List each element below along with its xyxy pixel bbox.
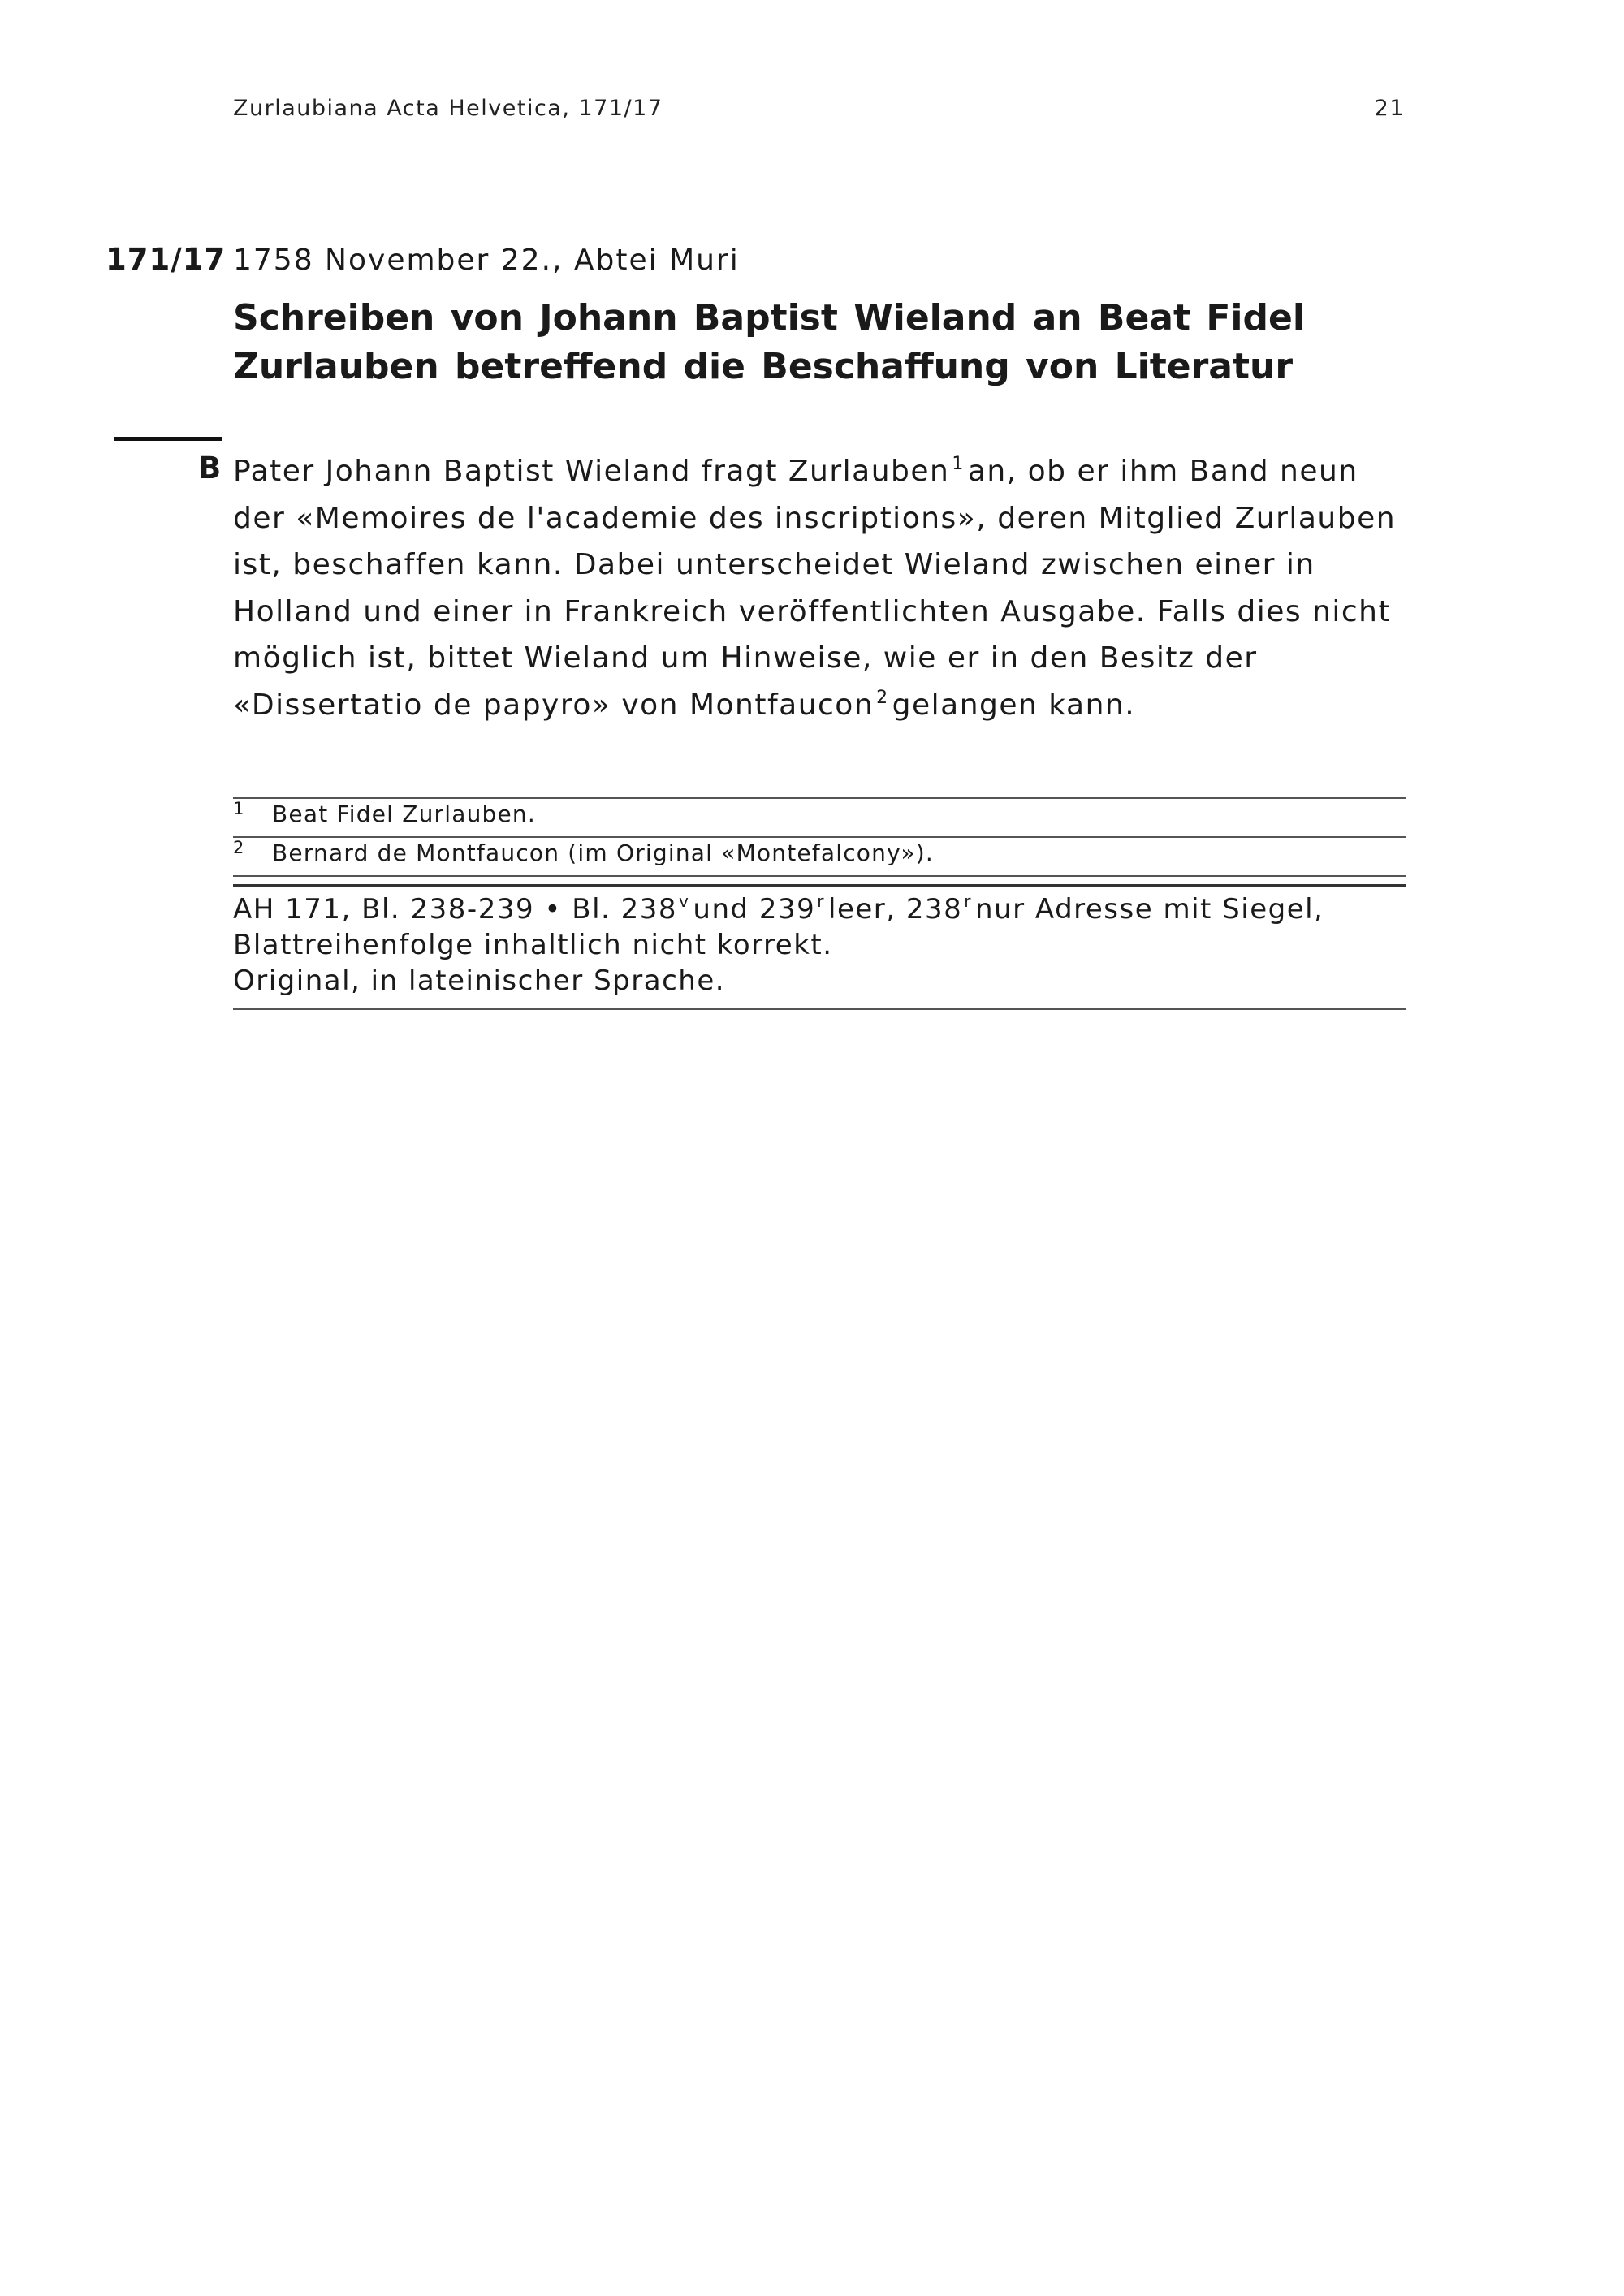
- source-text: AH 171, Bl. 238-239 • Bl. 238: [233, 893, 678, 926]
- recto-marker: r: [964, 891, 973, 911]
- summary-text-part-2: an, ob er ihm Band neun der «Memoires de l'academie des inscriptions», deren Mitglied Zurlauben ist, beschaffen kann. Dabei unterscheidet Wieland zwischen einer in Holland und einer in Frankreich veröffentlichten Ausgabe. Falls dies nicht möglich ist, bittet Wieland um Hinweise, wie er in den Besitz der «Dissertatio de papyro» von Montfaucon: [233, 455, 1397, 722]
- footnote-number: 2: [233, 838, 245, 857]
- page-number: 21: [1374, 96, 1405, 121]
- verso-marker: v: [679, 891, 690, 911]
- footnote-text: Beat Fidel Zurlauben.: [272, 801, 536, 827]
- entry-title: Schreiben von Johann Baptist Wieland an Beat Fidel Zurlauben betreffend die Beschaffung von Literatur: [233, 297, 1305, 387]
- source-language-note: Original, in lateinischer Sprache.: [233, 965, 726, 997]
- entry-number: 171/17: [106, 242, 227, 277]
- source-text: und 239: [693, 893, 816, 926]
- footnote-2: [233, 838, 1406, 877]
- footnote-number: 1: [233, 799, 245, 818]
- source-shelfmark-line: [233, 891, 1406, 927]
- footnote-ref-2[interactable]: 2: [876, 687, 889, 708]
- margin-rule: [114, 437, 222, 441]
- running-header: Zurlaubiana Acta Helvetica, 171/17: [233, 96, 663, 121]
- entry-summary: [233, 448, 1402, 728]
- footnote-1: [233, 799, 1406, 838]
- footnotes: [233, 797, 1406, 877]
- footnote-text: Bernard de Montfaucon (im Original «Montefalcony»).: [272, 839, 934, 866]
- section-mark: B: [198, 451, 222, 486]
- recto-marker: r: [817, 891, 826, 911]
- summary-text-part-1: Pater Johann Baptist Wieland fragt Zurlauben: [233, 455, 950, 488]
- footnote-ref-1[interactable]: 1: [952, 454, 965, 474]
- source-text: leer, 238: [828, 893, 963, 926]
- summary-text-part-3: gelangen kann.: [892, 688, 1136, 722]
- source-block: [233, 884, 1406, 1010]
- source-text: nur Adresse mit Siegel,: [975, 893, 1324, 926]
- source-order-note: Blattreihenfolge inhaltlich nicht korrekt.: [233, 929, 833, 961]
- entry-date-place: 1758 November 22., Abtei Muri: [233, 244, 740, 277]
